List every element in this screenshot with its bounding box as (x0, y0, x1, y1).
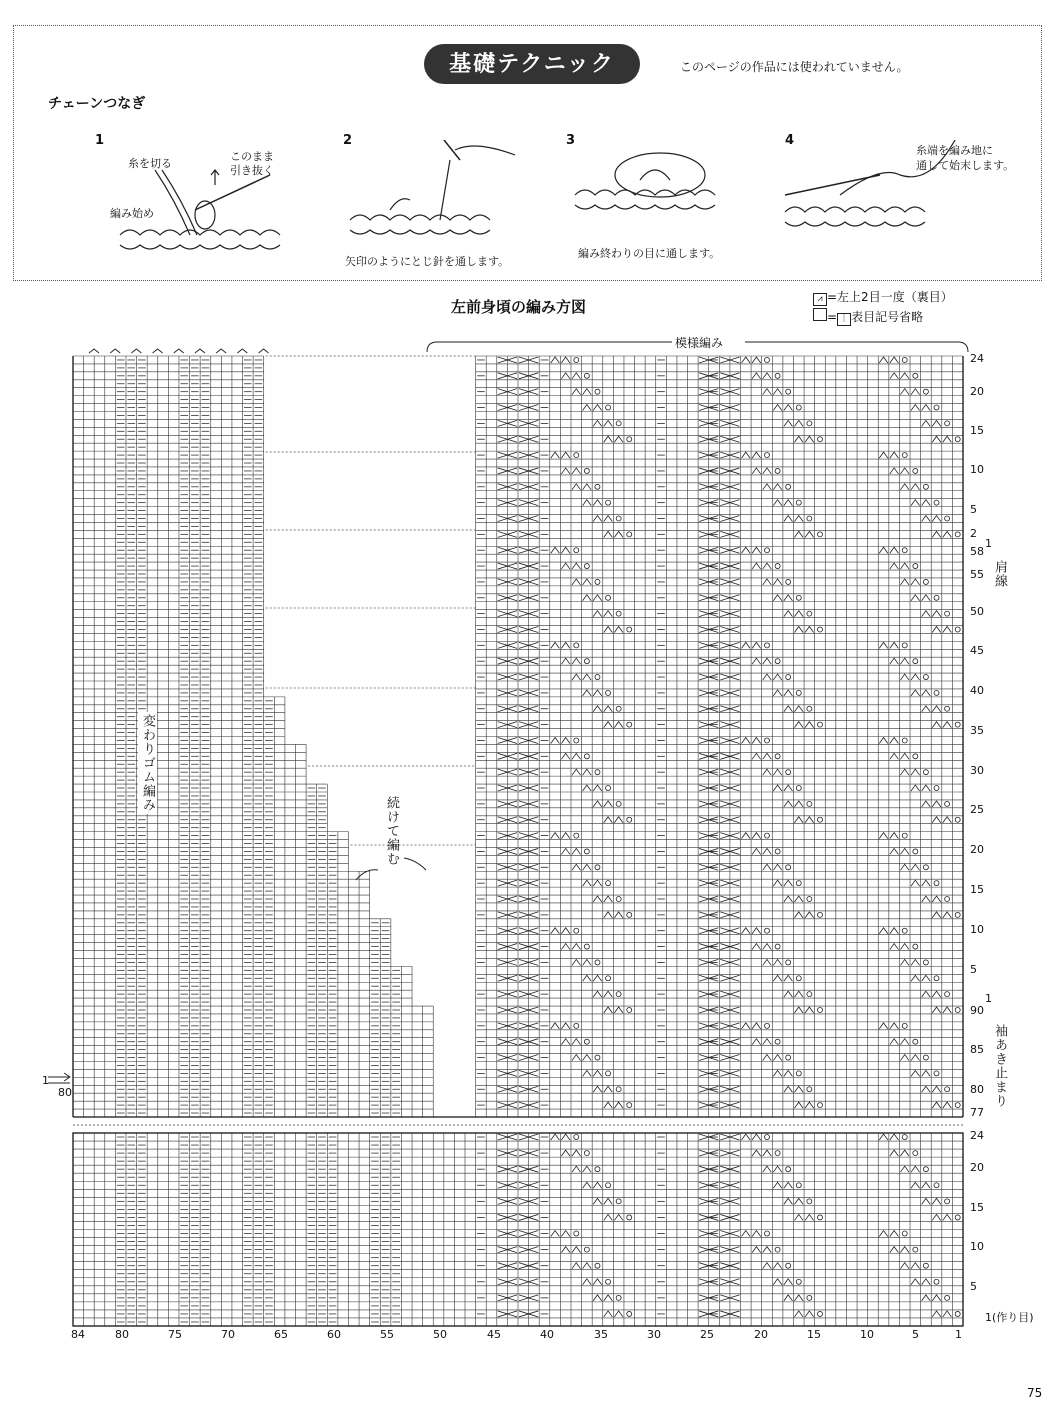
left-row-1: 1 (42, 1074, 49, 1087)
armhole-label: 袖あき止まり (992, 1024, 1007, 1108)
upper-row-0: 24 (970, 352, 984, 365)
step4-label-1: 糸端を編み地に (916, 144, 993, 157)
page-number: 75 (1027, 1386, 1043, 1400)
upper-row-14: 25 (970, 803, 984, 816)
step1-label-start: 編み始め (110, 207, 154, 220)
col-num-0: 84 (71, 1328, 85, 1341)
step2-caption: 矢印のようにとじ針を通します。 (345, 255, 510, 268)
legend-eq: = (827, 310, 838, 324)
upper-row-3: 10 (970, 463, 984, 476)
upper-row-5: 2 (970, 527, 977, 540)
step-number-1: 1 (95, 133, 105, 148)
upper-row-2: 15 (970, 424, 984, 437)
col-num-5: 60 (327, 1328, 341, 1341)
upper-row-10: 45 (970, 644, 984, 657)
lower-row-2: 15 (970, 1201, 984, 1214)
col-num-1: 80 (115, 1328, 129, 1341)
legend-symbol-k2tog: ⩘ (813, 293, 827, 306)
step-number-4: 4 (785, 133, 795, 148)
upper-row-7: 58 (970, 545, 984, 558)
upper-row-12: 35 (970, 724, 984, 737)
upper-row-19: 1 (985, 992, 992, 1005)
technique-note: このページの作品には使われていません。 (680, 60, 909, 74)
col-num-4: 65 (274, 1328, 288, 1341)
upper-row-9: 50 (970, 605, 984, 618)
col-num-6: 55 (380, 1328, 394, 1341)
section-title: チェーンつなぎ (48, 96, 146, 112)
col-num-8: 45 (487, 1328, 501, 1341)
lower-row-4: 5 (970, 1280, 977, 1293)
col-num-7: 50 (433, 1328, 447, 1341)
col-num-10: 35 (594, 1328, 608, 1341)
col-num-16: 5 (912, 1328, 919, 1341)
continue-label: 続けて編む (384, 796, 399, 866)
step3-caption: 編み終わりの目に通します。 (578, 247, 721, 260)
upper-row-13: 30 (970, 764, 984, 777)
shoulder-label: 肩線 (992, 560, 1007, 588)
step1-label-pull: 引き抜く (230, 164, 274, 177)
legend-text-k2tog: =左上2目一度（裏目） (827, 290, 953, 304)
upper-row-20: 90 (970, 1004, 984, 1017)
legend-text-knit: 表目記号省略 (851, 310, 924, 324)
upper-row-16: 15 (970, 883, 984, 896)
upper-row-8: 55 (970, 568, 984, 581)
upper-row-22: 80 (970, 1083, 984, 1096)
upper-row-11: 40 (970, 684, 984, 697)
step4-label-2: 通して始末します。 (916, 159, 1015, 172)
upper-row-23: 77 (970, 1106, 984, 1119)
upper-row-1: 20 (970, 385, 984, 398)
upper-row-21: 85 (970, 1043, 984, 1056)
col-num-2: 75 (168, 1328, 182, 1341)
rib-label: 変わりゴム編み (140, 714, 155, 812)
lower-row-5: 1(作り目) (985, 1311, 1034, 1324)
legend-symbol-knit: ｜ (837, 313, 851, 326)
upper-row-6: 1 (985, 537, 992, 550)
lower-row-0: 24 (970, 1129, 984, 1142)
upper-row-4: 5 (970, 503, 977, 516)
col-num-12: 25 (700, 1328, 714, 1341)
col-num-11: 30 (647, 1328, 661, 1341)
technique-badge: 基礎テクニック (424, 44, 640, 84)
step1-label-cut: 糸を切る (128, 157, 172, 170)
upper-row-17: 10 (970, 923, 984, 936)
col-num-14: 15 (807, 1328, 821, 1341)
upper-row-15: 20 (970, 843, 984, 856)
col-num-17: 1 (955, 1328, 962, 1341)
col-num-13: 20 (754, 1328, 768, 1341)
chart-title: 左前身頃の編み方図 (451, 298, 587, 316)
pattern-label: 模様編み (672, 334, 726, 351)
col-num-9: 40 (540, 1328, 554, 1341)
col-num-15: 10 (860, 1328, 874, 1341)
step-number-2: 2 (343, 133, 353, 148)
lower-row-1: 20 (970, 1161, 984, 1174)
upper-row-18: 5 (970, 963, 977, 976)
col-num-3: 70 (221, 1328, 235, 1341)
step1-label-as-is: このまま (230, 150, 274, 163)
lower-row-3: 10 (970, 1240, 984, 1253)
step-number-3: 3 (566, 133, 576, 148)
left-row-80: 80 (58, 1086, 72, 1099)
